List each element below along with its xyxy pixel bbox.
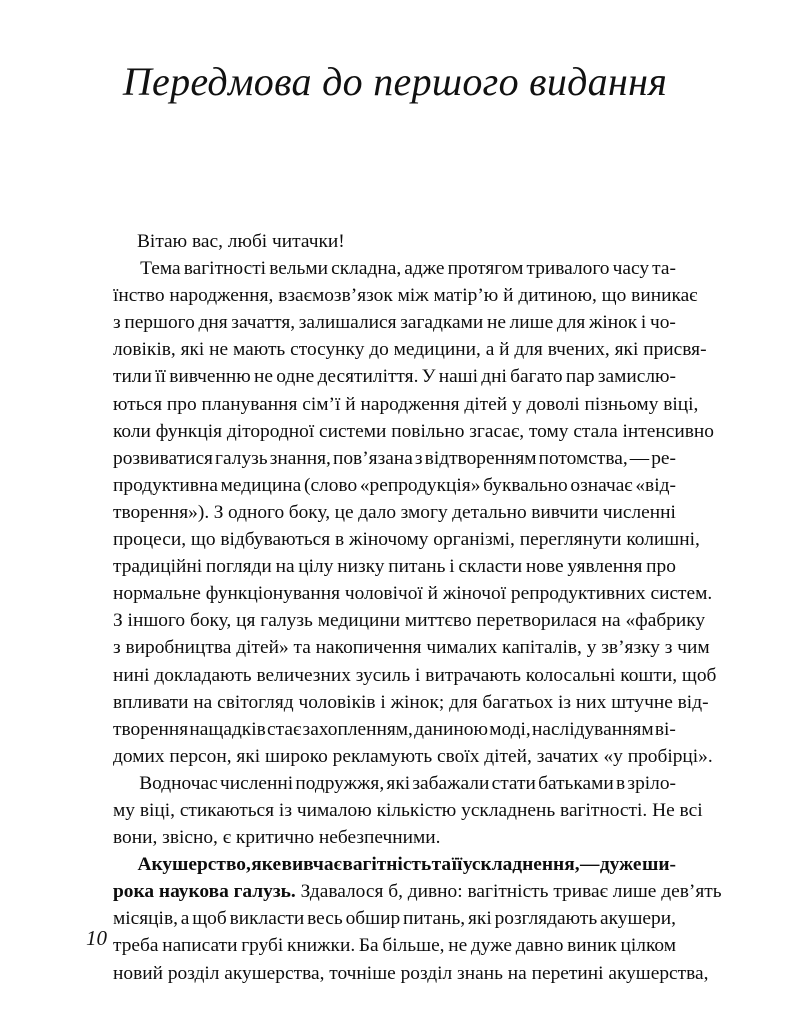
- text-line: Тема вагітності вельми складна, адже протягом тривалого часу та-: [140, 258, 676, 280]
- page-title: Передмова до першого видання: [122, 59, 668, 104]
- text-line: ються про планування сім’ї й народження дітей у доволі пізньому віці,: [113, 393, 699, 415]
- text-line: місяців, а щоб викласти весь обшир питань, які розглядають акушери,: [113, 908, 676, 930]
- text-line-bold-lead: Акушерство, яке вивчає вагітність та її ускладнення, — дуже ши-: [137, 854, 676, 876]
- text-line: нормальне функціонування чоловічої й жіночої репродуктивних систем.: [113, 583, 713, 605]
- text-line: му віці, стикаються із чималою кількістю ускладнень вагітності. Не всі: [113, 799, 703, 821]
- paragraph-greeting: [113, 228, 676, 255]
- text-line: З іншого боку, ця галузь медицини миттєво перетворилася на «фабрику: [113, 610, 706, 632]
- paragraph-3: [113, 851, 722, 986]
- text-line: творення нащадків стає захопленням, даниною моді, наслідуванням ві-: [113, 718, 676, 740]
- text-line: Водночас численні подружжя, які забажали стати батьками в зріло-: [139, 772, 676, 794]
- text-line: традиційні погляди на цілу низку питань і скласти нове уявлення про: [113, 556, 676, 578]
- text-line: ловіків, які не мають стосунку до медицини, а й для вчених, які присвя-: [113, 339, 707, 361]
- text-line: нині докладають величезних зусиль і витрачають колосальні кошти, щоб: [113, 664, 717, 686]
- text-line: [113, 878, 722, 905]
- text-line: тили її вивченню не одне десятиліття. У наші дні багато пар замислю-: [113, 366, 676, 388]
- text-line: продуктивна медицина (слово «репродукція» буквально означає «від-: [113, 474, 676, 496]
- greeting-text: Вітаю вас, любі читачки!: [137, 231, 345, 252]
- text-line: вони, звісно, є критично небезпечними.: [113, 827, 441, 849]
- text-line: домих персон, які широко рекламують своїх дітей, зачатих «у пробірці».: [113, 745, 713, 767]
- text-line: процеси, що відбуваються в жіночому організмі, переглянути колишні,: [113, 529, 700, 551]
- text-line: впливати на світогляд чоловіків і жінок; для багатьох із них штучне від-: [113, 691, 709, 713]
- text-line: творення»). З одного боку, це дало змогу детально вивчити численні: [113, 501, 676, 523]
- text-line: розвиватися галузь знання, пов’язана з відтворенням потомства, — ре-: [113, 447, 676, 469]
- text-line: з виробництва дітей» та накопичення чималих капіталів, у зв’язку з чим: [113, 637, 710, 659]
- bold-lead-tail: рока наукова галузь.: [113, 881, 296, 903]
- body-text-block: [113, 228, 722, 987]
- text-line: новий розділ акушерства, точніше розділ знань на перетині акушерства,: [113, 962, 709, 984]
- paragraph-2: [113, 770, 703, 851]
- text-line-rest: Здавалося б, дивно: вагітність триває лише дев’ять: [295, 881, 722, 903]
- page-number: 10: [86, 926, 107, 950]
- paragraph-1: [113, 255, 717, 770]
- text-line: з першого дня зачаття, залишалися загадками не лише для жінок і чо-: [113, 312, 676, 334]
- text-line: їнство народження, взаємозв’язок між матір’ю й дитиною, що виникає: [113, 285, 698, 307]
- text-line: коли функція дітородної системи повільно згасає, тому стала інтенсивно: [113, 420, 714, 442]
- text-line: треба написати грубі книжки. Ба більше, не дуже давно виник цілком: [113, 935, 676, 957]
